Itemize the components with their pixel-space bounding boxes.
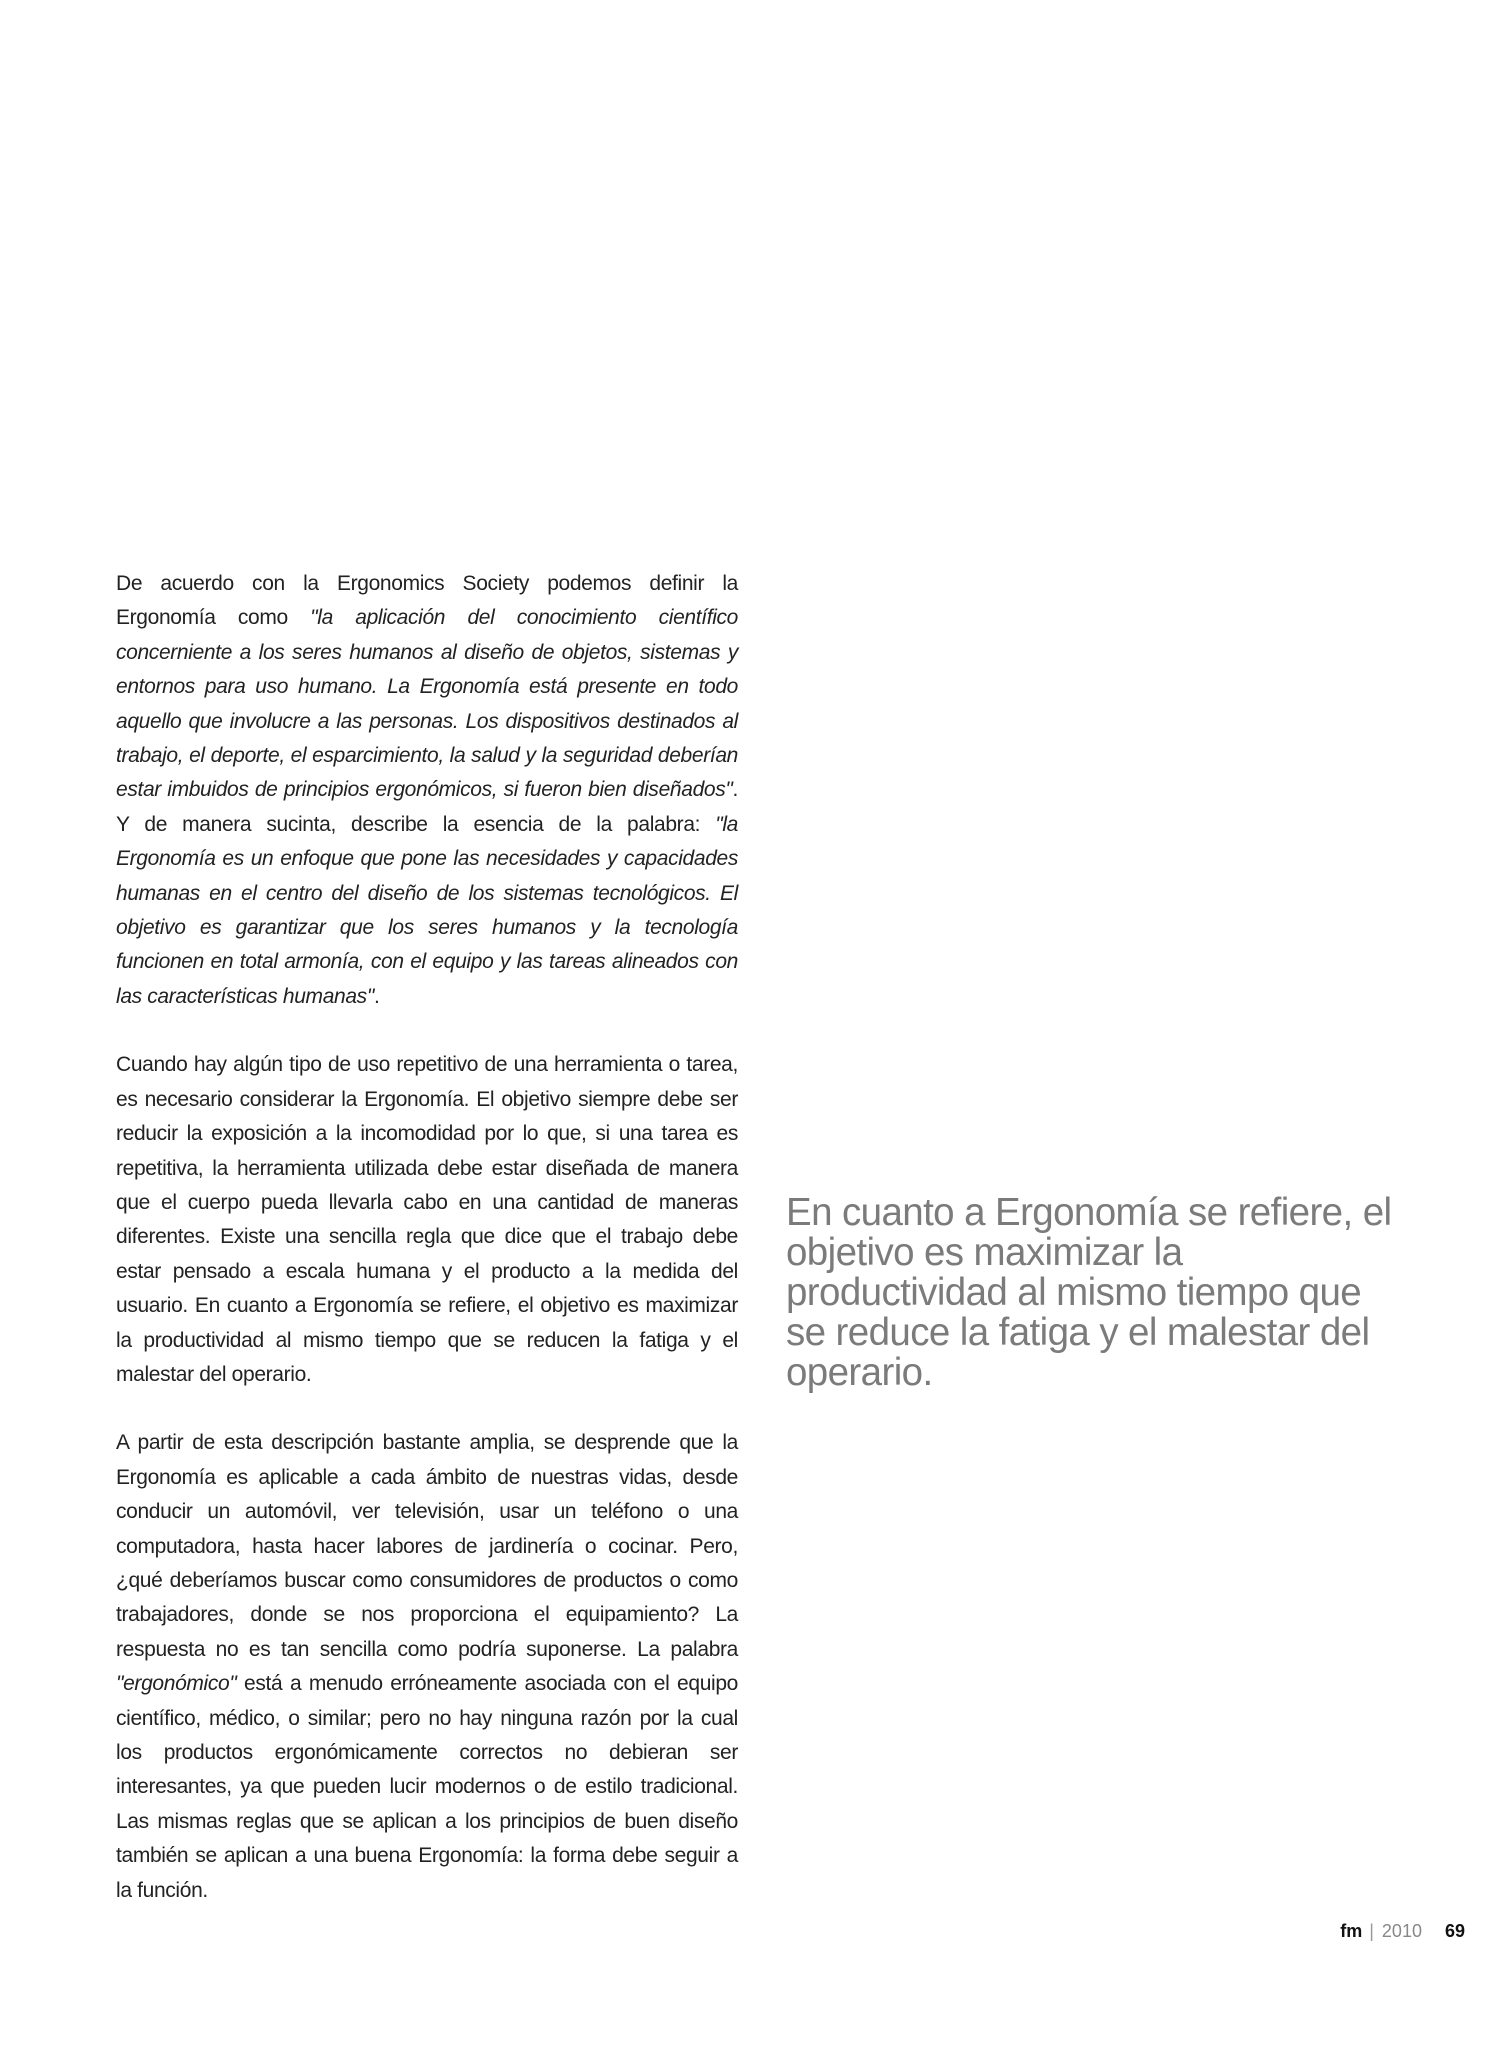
paragraph-3-text: A partir de esta descripción bastante amplia, se desprende que la Ergonomía es aplicable a cada ámbito de nuestras vidas, desde conducir un automóvil, ver televisión, usar un teléfono o una computadora, hasta hacer labores de jardinería o cocinar. Pero, ¿qué deberíamos buscar como consumidores de productos o como trabajadores, donde se nos proporciona el equipamiento? La respuesta no es tan sencilla como podría suponerse. La palabra	[116, 1431, 738, 1661]
ergonomics-society-definition-quote: "la aplicación del conocimiento científico concerniente a los seres humanos al diseño de objetos, sistemas y entornos para uso humano. La Ergonomía está presente en todo aquello que involucre a las personas. Los dispositivos destinados al trabajo, el deporte, el esparcimiento, la salud y la seguridad deberían estar imbuidos de principios ergonómicos, si fueron bien diseñados"	[116, 606, 738, 802]
page-footer	[1340, 1920, 1465, 1942]
issue-year: 2010	[1381, 1921, 1422, 1941]
paragraph-1-period: .	[373, 984, 380, 1008]
ergonomico-term: "ergonómico"	[116, 1672, 237, 1696]
paragraph-1-text-continued: . Y de manera sucinta, describe la esencia de la palabra:	[116, 778, 738, 836]
article-paragraph-1	[116, 567, 738, 1014]
article-body-column	[116, 567, 738, 1908]
ergonomics-essence-quote: "la Ergonomía es un enfoque que pone las necesidades y capacidades humanas en el centro del diseño de los sistemas tecnológicos. El objetivo es garantizar que los seres humanos y la tecnología funcionen en total armonía, con el equipo y las tareas alineados con las características humanas"	[116, 812, 738, 1008]
paragraph-3-text-continued: está a menudo erróneamente asociada con el equipo científico, médico, o similar; pero no hay ninguna razón por la cual los productos ergonómicamente correctos no debieran ser interesantes, ya que pueden lucir modernos o de estilo tradicional. Las mismas reglas que se aplican a los principios de buen diseño también se aplican a una buena Ergonomía: la forma debe seguir a la función.	[116, 1672, 738, 1902]
paragraph-2-text: Cuando hay algún tipo de uso repetitivo de una herramienta o tarea, es necesario considerar la Ergonomía. El objetivo siempre debe ser reducir la exposición a la incomodidad por lo que, si una tarea es repetitiva, la herramienta utilizada debe estar diseñada de manera que el cuerpo pueda llevarla cabo en una cantidad de maneras diferentes. Existe una sencilla regla que dice que el trabajo debe estar pensado a escala humana y el producto a la medida del usuario. En cuanto a Ergonomía se refiere, el objetivo es maximizar la productividad al mismo tiempo que se reducen la fatiga y el malestar del operario.	[116, 1053, 738, 1386]
footer-divider: |	[1369, 1921, 1374, 1941]
page-number: 69	[1444, 1921, 1465, 1941]
article-paragraph-3	[116, 1426, 738, 1908]
magazine-brand: fm	[1340, 1921, 1363, 1941]
article-paragraph-2	[116, 1048, 738, 1392]
paragraph-1-text: De acuerdo con la Ergonomics Society podemos definir la Ergonomía como	[116, 572, 738, 630]
pull-quote: En cuanto a Ergonomía se refiere, el objetivo es maximizar la productividad al mismo tiempo que se reduce la fatiga y el malestar del operario.	[786, 1191, 1392, 1394]
